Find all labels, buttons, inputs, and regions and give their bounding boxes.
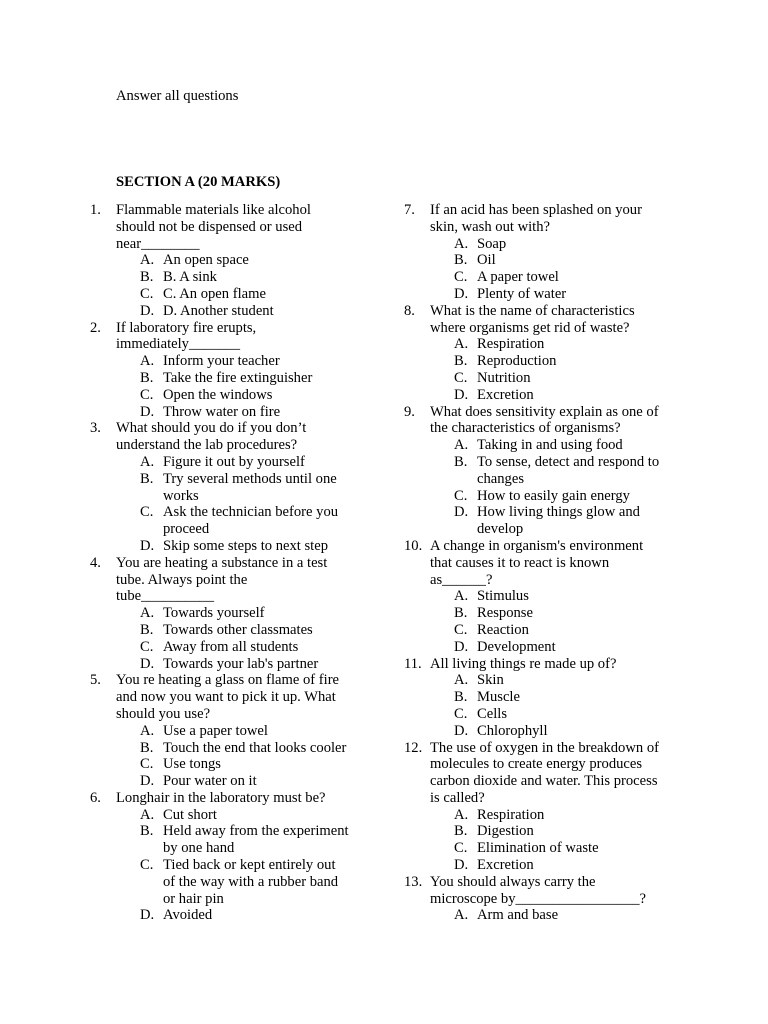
- option-text-line: Towards your lab's partner: [163, 655, 319, 672]
- answer-option: [116, 656, 370, 673]
- option-text-line: Held away from the experiment: [163, 823, 349, 840]
- answer-option: [116, 807, 370, 824]
- question-text-line: tube. Always point the: [116, 571, 248, 588]
- answer-option: [430, 437, 694, 454]
- option-letter: D.: [454, 504, 469, 521]
- question-text-line: understand the lab procedures?: [116, 437, 298, 454]
- option-letter: C.: [140, 756, 154, 773]
- option-text-line: Away from all students: [163, 638, 299, 655]
- answer-option: [116, 471, 370, 505]
- option-text-line: Digestion: [477, 823, 534, 840]
- option-letter: B.: [454, 605, 468, 622]
- option-letter: A.: [454, 437, 469, 454]
- answer-option: [430, 689, 694, 706]
- option-text-line: Development: [477, 638, 556, 655]
- question-number: 1.: [90, 202, 101, 218]
- option-text-line: An open space: [163, 252, 249, 269]
- answer-option: [430, 370, 694, 387]
- answer-option: [430, 286, 694, 303]
- option-text-line: To sense, detect and respond to: [477, 453, 660, 470]
- option-letter: A.: [454, 336, 469, 353]
- question-text-line: You are heating a substance in a test: [116, 554, 328, 571]
- question-text-line: carbon dioxide and water. This process: [430, 773, 658, 790]
- question-text-line: molecules to create energy produces: [430, 756, 643, 773]
- option-text-line: Take the fire extinguisher: [163, 369, 313, 386]
- option-letter: A.: [140, 722, 155, 739]
- question: [404, 202, 694, 303]
- option-text-line: Oil: [477, 252, 496, 269]
- option-letter: C.: [454, 840, 468, 857]
- answer-option: [116, 773, 370, 790]
- option-letter: D.: [140, 302, 155, 319]
- question-text-line: A change in organism's environment: [430, 537, 644, 554]
- option-letter: B.: [140, 470, 154, 487]
- option-text-line: changes: [477, 470, 525, 487]
- answer-option: [430, 605, 694, 622]
- option-letter: C.: [140, 638, 154, 655]
- option-letter: B.: [140, 739, 154, 756]
- question-text-line: and now you want to pick it up. What: [116, 689, 336, 706]
- answer-option: [430, 823, 694, 840]
- option-text-line: Try several methods until one: [163, 470, 337, 487]
- option-text-line: Respiration: [477, 806, 545, 823]
- option-letter: D.: [454, 638, 469, 655]
- option-text-line: works: [163, 487, 199, 504]
- question: [90, 420, 370, 554]
- question: [90, 672, 370, 790]
- question-number: 6.: [90, 789, 101, 806]
- question: [404, 874, 694, 924]
- option-letter: D.: [140, 537, 155, 554]
- option-letter: B.: [454, 353, 468, 370]
- option-letter: A.: [140, 605, 155, 622]
- option-letter: C.: [140, 857, 154, 874]
- answer-option: [116, 303, 370, 320]
- answer-option: [116, 756, 370, 773]
- question-number: 10.: [404, 537, 423, 554]
- option-text-line: Cut short: [163, 806, 217, 823]
- option-letter: C.: [454, 487, 468, 504]
- option-text-line: Nutrition: [477, 369, 531, 386]
- question-text-line: near________: [116, 235, 200, 252]
- option-text-line: Soap: [477, 235, 507, 252]
- answer-option: [430, 706, 694, 723]
- question: [404, 303, 694, 404]
- answer-option: [430, 269, 694, 286]
- question-text-line: What should you do if you don’t: [116, 420, 307, 437]
- option-letter: B.: [454, 689, 468, 706]
- option-text-line: Arm and base: [477, 907, 559, 924]
- answer-option: [116, 639, 370, 656]
- option-text-line: Pour water on it: [163, 773, 257, 790]
- option-text-line: Use a paper towel: [163, 722, 268, 739]
- questions-column-right: [404, 202, 694, 924]
- question: [404, 538, 694, 656]
- option-text-line: Open the windows: [163, 386, 273, 403]
- answer-option: [430, 857, 694, 874]
- question-text-line: Longhair in the laboratory must be?: [116, 789, 326, 806]
- answer-option: [116, 538, 370, 555]
- answer-option: [116, 370, 370, 387]
- option-text-line: Touch the end that looks cooler: [163, 739, 347, 756]
- question-number: 2.: [90, 319, 101, 336]
- answer-option: [430, 723, 694, 740]
- option-text-line: Excretion: [477, 857, 534, 874]
- answer-option: [430, 488, 694, 505]
- question-text-line: What is the name of characteristics: [430, 302, 635, 319]
- question-text-line: the characteristics of organisms?: [430, 420, 621, 437]
- option-letter: A.: [140, 453, 155, 470]
- option-text-line: Stimulus: [477, 588, 529, 605]
- option-letter: A.: [454, 235, 469, 252]
- question-text-line: should not be dispensed or used: [116, 218, 303, 235]
- question-number: 4.: [90, 554, 101, 571]
- question: [90, 320, 370, 421]
- question-text-line: All living things re made up of?: [430, 655, 617, 672]
- question-text-line: skin, wash out with?: [430, 218, 550, 235]
- answer-option: [430, 622, 694, 639]
- option-text-line: Plenty of water: [477, 285, 567, 302]
- option-letter: D.: [454, 386, 469, 403]
- option-letter: D.: [454, 722, 469, 739]
- question-text-line: tube__________: [116, 588, 215, 605]
- option-text-line: Reproduction: [477, 353, 557, 370]
- question: [404, 740, 694, 874]
- option-letter: B.: [140, 823, 154, 840]
- option-letter: C.: [454, 369, 468, 386]
- option-letter: A.: [140, 353, 155, 370]
- question-text-line: microscope by_________________?: [430, 890, 647, 907]
- answer-option: [430, 672, 694, 689]
- option-letter: C.: [454, 705, 468, 722]
- option-letter: B.: [140, 621, 154, 638]
- option-text-line: Tied back or kept entirely out: [163, 857, 336, 874]
- question: [90, 555, 370, 673]
- option-letter: D.: [140, 907, 155, 924]
- question-text-line: You should always carry the: [430, 873, 596, 890]
- option-letter: B.: [140, 269, 154, 286]
- option-text-line: proceed: [163, 521, 210, 538]
- question-text-line: where organisms get rid of waste?: [430, 319, 630, 336]
- option-text-line: Cells: [477, 705, 507, 722]
- option-letter: D.: [140, 655, 155, 672]
- option-letter: A.: [454, 806, 469, 823]
- option-text-line: Avoided: [163, 907, 213, 924]
- question-number: 7.: [404, 202, 415, 218]
- answer-option: [116, 252, 370, 269]
- question: [404, 656, 694, 740]
- answer-option: [430, 840, 694, 857]
- option-text-line: D. Another student: [163, 302, 274, 319]
- option-letter: A.: [140, 252, 155, 269]
- option-letter: D.: [454, 285, 469, 302]
- option-text-line: by one hand: [163, 840, 235, 857]
- answer-option: [116, 907, 370, 924]
- question-number: 3.: [90, 420, 101, 437]
- answer-option: [116, 269, 370, 286]
- question-number: 11.: [404, 655, 422, 672]
- answer-option: [116, 404, 370, 421]
- answer-option: [116, 823, 370, 857]
- option-text-line: or hair pin: [163, 890, 224, 907]
- option-text-line: C. An open flame: [163, 285, 266, 302]
- answer-option: [116, 504, 370, 538]
- answer-option: [116, 723, 370, 740]
- option-text-line: Excretion: [477, 386, 534, 403]
- answer-option: [116, 353, 370, 370]
- answer-option: [430, 336, 694, 353]
- option-letter: A.: [454, 672, 469, 689]
- option-letter: A.: [454, 907, 469, 924]
- option-text-line: Skip some steps to next step: [163, 537, 328, 554]
- question: [404, 404, 694, 538]
- answer-option: [430, 454, 694, 488]
- option-text-line: Skin: [477, 672, 504, 689]
- answer-option: [430, 907, 694, 924]
- questions-column-left: [90, 202, 370, 924]
- question: [90, 202, 370, 320]
- question: [90, 790, 370, 924]
- option-text-line: Taking in and using food: [477, 437, 623, 454]
- question-text-line: If laboratory fire erupts,: [116, 319, 257, 336]
- section-title: SECTION A (20 MARKS): [116, 174, 281, 190]
- question-text-line: The use of oxygen in the breakdown of: [430, 739, 659, 756]
- answer-option: [430, 236, 694, 253]
- option-text-line: Muscle: [477, 689, 520, 706]
- option-letter: B.: [454, 252, 468, 269]
- question-number: 5.: [90, 672, 101, 689]
- option-text-line: How living things glow and: [477, 504, 640, 521]
- answer-option: [116, 387, 370, 404]
- question-text-line: immediately_______: [116, 336, 241, 353]
- instructions: Answer all questions: [116, 88, 239, 104]
- question-text-line: should you use?: [116, 705, 211, 722]
- option-text-line: Figure it out by yourself: [163, 453, 305, 470]
- question-text-line: You re heating a glass on flame of fire: [116, 672, 340, 689]
- option-text-line: B. A sink: [163, 269, 217, 286]
- option-letter: B.: [140, 369, 154, 386]
- option-text-line: Chlorophyll: [477, 722, 548, 739]
- option-text-line: develop: [477, 521, 524, 538]
- question-text-line: is called?: [430, 789, 485, 806]
- option-letter: D.: [140, 403, 155, 420]
- option-text-line: Elimination of waste: [477, 840, 599, 857]
- question-text-line: What does sensitivity explain as one of: [430, 403, 659, 420]
- answer-option: [116, 740, 370, 757]
- option-letter: A.: [454, 588, 469, 605]
- option-letter: D.: [140, 773, 155, 790]
- option-letter: C.: [454, 269, 468, 286]
- answer-option: [116, 857, 370, 907]
- answer-option: [430, 387, 694, 404]
- option-text-line: Response: [477, 605, 533, 622]
- question-text-line: as______?: [430, 571, 493, 588]
- answer-option: [430, 807, 694, 824]
- option-text-line: Ask the technician before you: [163, 504, 339, 521]
- answer-option: [430, 252, 694, 269]
- question-text-line: If an acid has been splashed on your: [430, 202, 642, 218]
- option-text-line: Respiration: [477, 336, 545, 353]
- option-text-line: How to easily gain energy: [477, 487, 630, 504]
- option-text-line: A paper towel: [477, 269, 559, 286]
- option-letter: C.: [140, 386, 154, 403]
- question-number: 8.: [404, 302, 415, 319]
- option-text-line: Towards yourself: [163, 605, 265, 622]
- option-letter: C.: [454, 621, 468, 638]
- option-text-line: Towards other classmates: [163, 621, 313, 638]
- option-letter: C.: [140, 285, 154, 302]
- question-text-line: Flammable materials like alcohol: [116, 202, 311, 218]
- option-letter: B.: [454, 823, 468, 840]
- option-letter: D.: [454, 857, 469, 874]
- option-letter: C.: [140, 504, 154, 521]
- answer-option: [116, 286, 370, 303]
- answer-option: [430, 353, 694, 370]
- option-letter: A.: [140, 806, 155, 823]
- answer-option: [430, 639, 694, 656]
- option-text-line: of the way with a rubber band: [163, 873, 339, 890]
- option-letter: B.: [454, 453, 468, 470]
- option-text-line: Use tongs: [163, 756, 221, 773]
- answer-option: [116, 622, 370, 639]
- question-number: 12.: [404, 739, 423, 756]
- question-number: 13.: [404, 873, 423, 890]
- option-text-line: Inform your teacher: [163, 353, 280, 370]
- answer-option: [116, 454, 370, 471]
- answer-option: [430, 588, 694, 605]
- question-text-line: that causes it to react is known: [430, 554, 610, 571]
- answer-option: [116, 605, 370, 622]
- option-text-line: Reaction: [477, 621, 529, 638]
- answer-option: [430, 504, 694, 538]
- question-number: 9.: [404, 403, 415, 420]
- option-text-line: Throw water on fire: [163, 403, 281, 420]
